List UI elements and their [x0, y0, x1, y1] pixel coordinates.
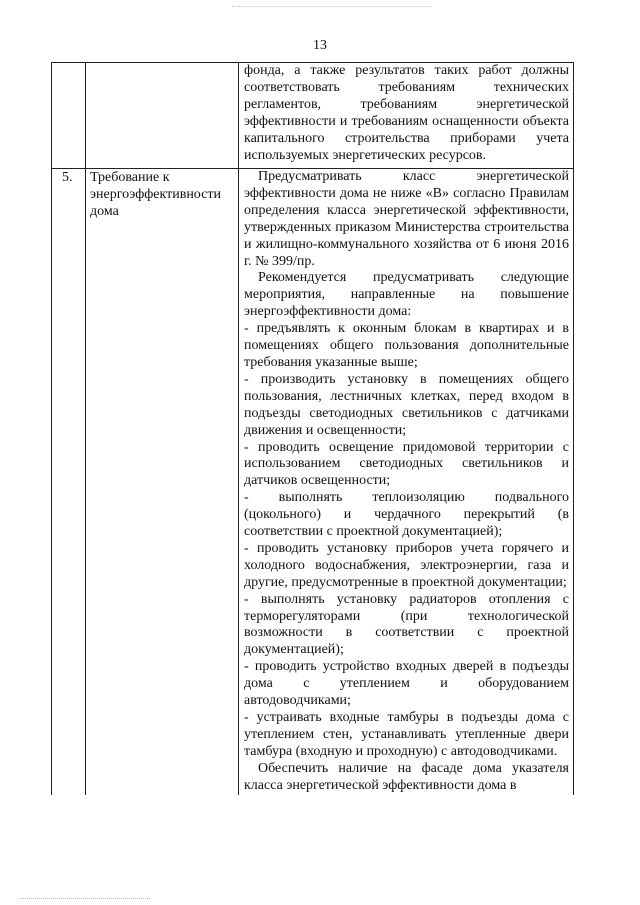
requirement-paragraph: - проводить установку приборов учета горячего и холодного водоснабжения, электроэнергии, газа и другие, предусмотренные в проектной документации; [244, 540, 569, 590]
continuation-paragraph: фонда, а также результатов таких работ должны соответствовать требованиям технических регламентов, требованиям энергетической эффективности и требованиям оснащенности объекта капитального строительства приборами учета используемых энергетических ресурсов. [244, 63, 569, 163]
requirement-paragraph: - производить установку в помещениях общего пользования, лестничных клетках, перед входом в подъезды светодиодных светильников с датчиками движения и освещенности; [244, 371, 569, 438]
requirement-paragraph: - устраивать входные тамбуры в подъезды дома с утеплением стен, устанавливать утепленные двери тамбура (входную и проходную) с автодоводчиками. [244, 710, 569, 759]
row-name-cell: Требование к энергоэффективности дома [86, 169, 239, 795]
requirement-paragraph: - проводить освещение придомовой территории с использованием светодиодных светильников и датчиков освещенности; [244, 439, 569, 489]
requirement-paragraph: - выполнять установку радиаторов отопления с терморегуляторами (при технологической возможности в соответствии с проектной документацией); [244, 591, 569, 658]
scan-artifact-bottom [20, 898, 150, 901]
requirement-paragraph: Рекомендуется предусматривать следующие мероприятия, направленные на повышение энергоэффективности дома: [244, 270, 569, 320]
row-number-cell: 5. [52, 169, 86, 795]
scan-artifact-top [232, 6, 432, 9]
table-row-5 [52, 169, 574, 795]
row-number-cell-empty [52, 63, 86, 169]
requirement-paragraph: - проводить устройство входных дверей в подъезды дома с утеплением и оборудованием автодоводчиками; [244, 659, 569, 709]
row-5-paragraphs [244, 169, 569, 795]
requirement-paragraph: Предусматривать класс энергетической эффективности дома не ниже «В» согласно Правилам определения класса энергетической эффективности, утвержденных приказом Министерства строительства и жилищно-коммунального хозяйства от 6 июня 2016 г. № 399/пр. [244, 169, 569, 269]
row-name-cell-empty [86, 63, 239, 169]
requirement-paragraph: - выполнять теплоизоляцию подвального (цокольного) и чердачного перекрытий (в соответствии с проектной документацией); [244, 490, 569, 540]
table-row-continuation [52, 63, 574, 169]
requirements-table [51, 62, 574, 795]
requirement-paragraph: Обеспечить наличие на фасаде дома указателя класса энергетической эффективности дома в [244, 760, 569, 793]
page-number: 13 [313, 38, 327, 53]
row-text-cell [239, 63, 574, 169]
requirement-paragraph: - предъявлять к оконным блокам в квартирах и в помещениях общего пользования дополнительные требования указанные выше; [244, 321, 569, 370]
row-text-cell [239, 169, 574, 795]
